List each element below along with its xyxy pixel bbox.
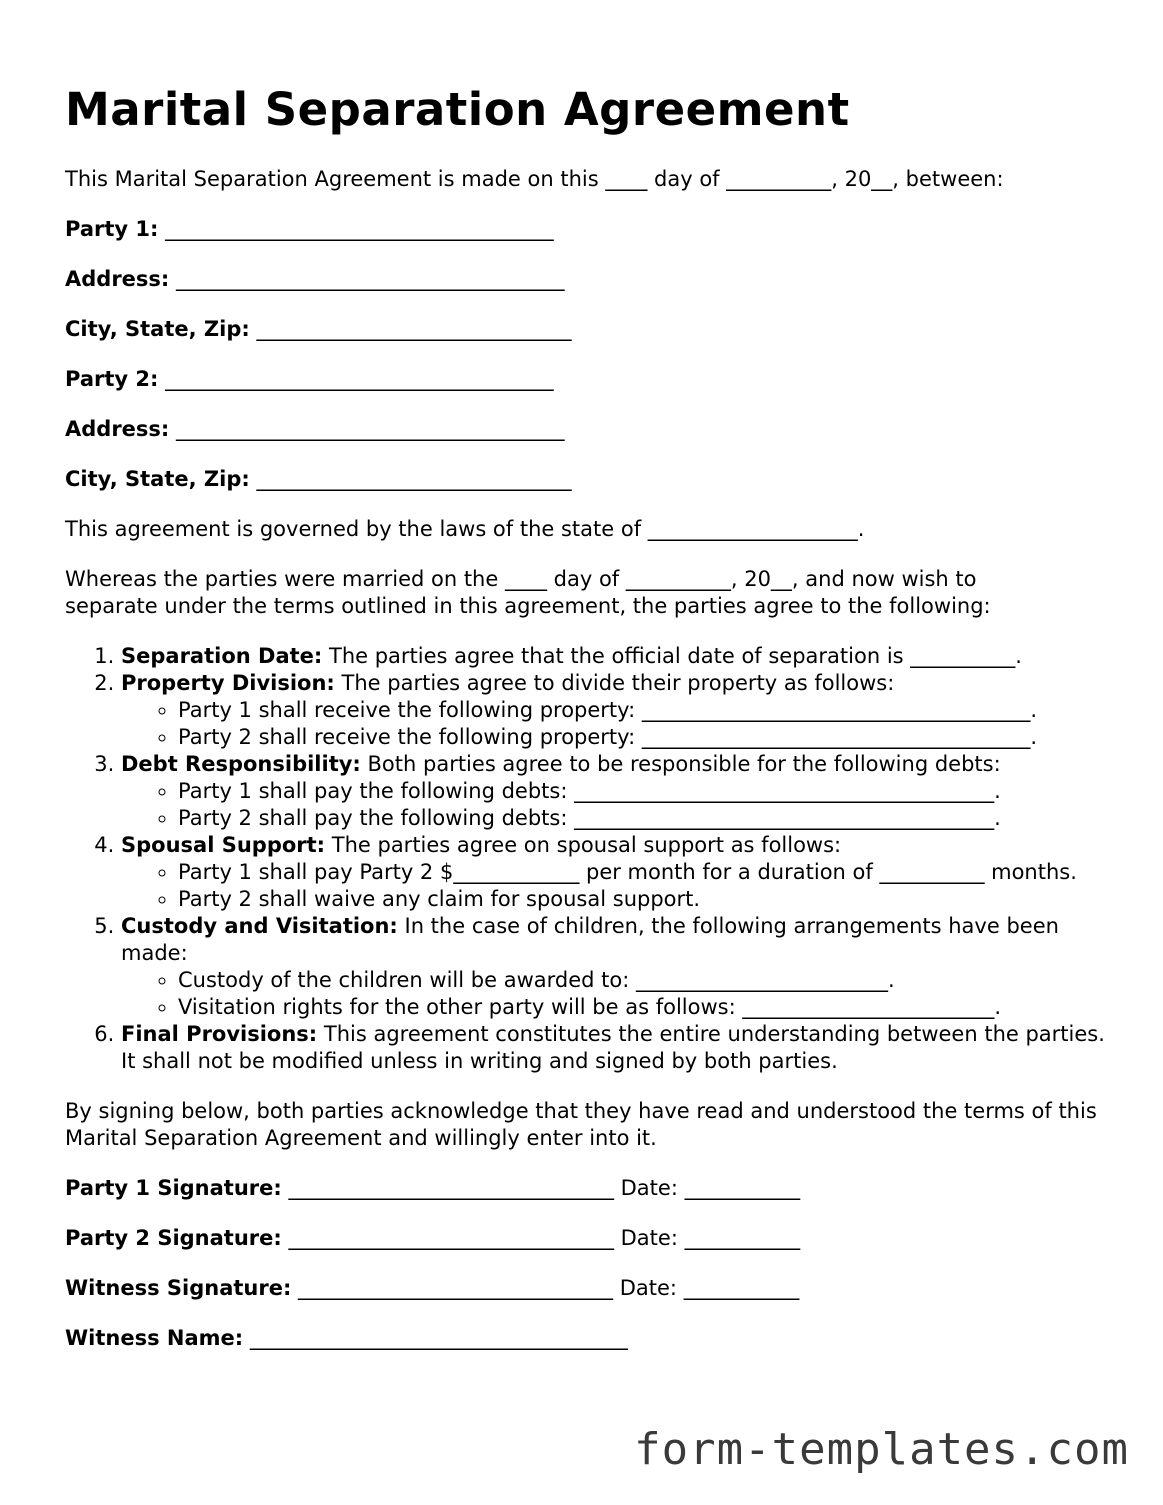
signature-blank: ______________________________ [291, 1276, 620, 1300]
witness-name-label: Witness Name: [65, 1326, 244, 1350]
clause-heading: Property Division: [121, 671, 335, 695]
governing-law-paragraph: This agreement is governed by the laws of the state of ____________________. [65, 517, 865, 541]
field-blank: _____________________________________ [169, 267, 565, 291]
signature-blank: _______________________________ [281, 1226, 621, 1250]
list-item: ◦ Party 2 shall pay the following debts: ________________________________________. [178, 805, 1125, 832]
party-2-address-field [65, 416, 1125, 443]
clause-text: In the case of children, the following arrangements have been made: [121, 914, 1059, 965]
clause-final-provisions [121, 1021, 1125, 1075]
clause-property-division [121, 670, 1125, 751]
signature-label: Witness Signature: [65, 1276, 292, 1300]
support-sublist [121, 859, 1125, 913]
clause-text: The parties agree to divide their property as follows: [334, 671, 895, 695]
party-1-city-state-zip-field [65, 316, 1125, 343]
field-label: Party 1: [65, 217, 159, 241]
date-label: Date: [620, 1226, 678, 1250]
whereas-paragraph [65, 566, 1125, 620]
watermark-text: form-templates.com [634, 1424, 1129, 1475]
list-item: ◦ Party 1 shall pay Party 2 $____________ per month for a duration of __________ months. [178, 859, 1125, 886]
field-blank: ______________________________ [249, 467, 572, 491]
party-1-field [65, 216, 1125, 243]
list-item: ◦ Visitation rights for the other party will be as follows: ________________________. [178, 994, 1105, 1021]
field-label: Address: [65, 417, 170, 441]
whereas-line-1: Whereas the parties were married on the ____ day of __________, 20__, and now wish to [65, 567, 977, 591]
party-2-signature-line [65, 1225, 1125, 1252]
list-item: ◦ Party 2 shall waive any claim for spousal support. [178, 886, 1125, 913]
witness-signature-line [65, 1275, 1125, 1302]
field-label: City, State, Zip: [65, 317, 250, 341]
witness-name-line [65, 1325, 1125, 1352]
date-blank: ___________ [677, 1226, 801, 1250]
clause-heading: Debt Responsibility: [121, 752, 361, 776]
signature-blank: _______________________________ [281, 1176, 621, 1200]
whereas-line-2: separate under the terms outlined in this agreement, the parties agree to the following: [65, 594, 991, 618]
party-2-city-state-zip-field [65, 466, 1125, 493]
party-2-field [65, 366, 1125, 393]
property-sublist [121, 697, 1125, 751]
clause-spousal-support [121, 832, 1125, 913]
clauses-list [65, 643, 1125, 1075]
field-blank: _____________________________________ [169, 417, 565, 441]
closing-paragraph: By signing below, both parties acknowledge that they have read and understood the terms of this Marital Separation Agreement and willingly enter into it. [65, 1099, 1097, 1150]
clause-text: The parties agree that the official date of separation is __________. [322, 644, 1022, 668]
list-item: ◦ Party 1 shall receive the following property: _____________________________________. [178, 697, 1125, 724]
date-label: Date: [619, 1276, 678, 1300]
signature-label: Party 1 Signature: [65, 1176, 282, 1200]
witness-name-blank: ____________________________________ [243, 1326, 628, 1350]
clause-custody-visitation [121, 913, 1125, 1021]
field-blank: _____________________________________ [158, 217, 554, 241]
party-1-signature-line [65, 1175, 1125, 1202]
clause-heading: Custody and Visitation: [121, 914, 398, 938]
debt-sublist [121, 778, 1125, 832]
signature-label: Party 2 Signature: [65, 1226, 282, 1250]
list-item: ◦ Custody of the children will be awarded to: ________________________. [178, 967, 1105, 994]
clause-debt-responsibility [121, 751, 1125, 832]
clause-text: This agreement constitutes the entire understanding between the parties. It shall not be modified unless in writing and signed by both parties. [121, 1022, 1105, 1073]
document-page [65, 82, 1125, 1352]
date-blank: ___________ [677, 1276, 800, 1300]
intro-paragraph: This Marital Separation Agreement is made on this ____ day of __________, 20__, between: [65, 167, 1004, 191]
field-blank: _____________________________________ [158, 367, 554, 391]
clause-heading: Spousal Support: [121, 833, 326, 857]
clause-text: Both parties agree to be responsible for the following debts: [360, 752, 1001, 776]
clause-heading: Separation Date: [121, 644, 323, 668]
field-label: Address: [65, 267, 170, 291]
date-blank: ___________ [677, 1176, 801, 1200]
list-item: ◦ Party 1 shall pay the following debts: ________________________________________. [178, 778, 1125, 805]
document-title: Marital Separation Agreement [65, 83, 850, 136]
clause-text: The parties agree on spousal support as follows: [325, 833, 842, 857]
field-label: Party 2: [65, 367, 159, 391]
field-label: City, State, Zip: [65, 467, 250, 491]
custody-sublist [121, 967, 1105, 1021]
field-blank: ______________________________ [249, 317, 572, 341]
clause-heading: Final Provisions: [121, 1022, 318, 1046]
date-label: Date: [620, 1176, 678, 1200]
party-1-address-field [65, 266, 1125, 293]
list-item: ◦ Party 2 shall receive the following property: _____________________________________. [178, 724, 1125, 751]
clause-separation-date [121, 643, 1125, 670]
